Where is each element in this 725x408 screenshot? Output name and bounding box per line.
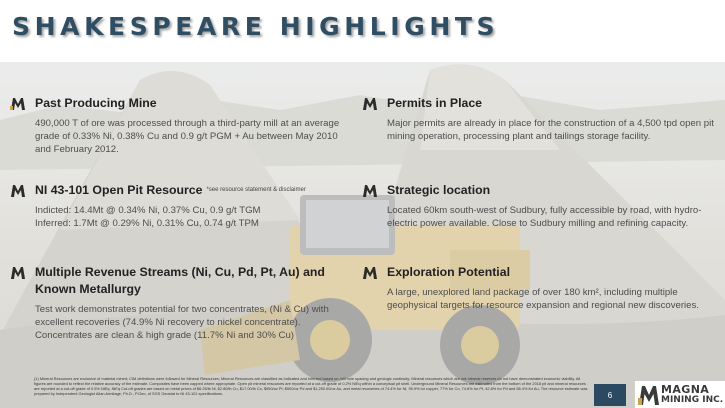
section-strategic-location — [362, 182, 720, 230]
magna-m-icon — [362, 266, 378, 279]
section-title-wrap — [35, 182, 306, 199]
section-title: Past Producing Mine — [35, 96, 157, 110]
magna-m-icon — [10, 184, 26, 197]
resource-disclaimer-note: *see resource statement & disclaimer — [206, 187, 306, 193]
resource-footnote: (1) Mineral Resources are exclusive of material mined; CIM definitions were followed for Mineral Resources; Mineral Resources are classified as Indicated and Inferred based on drill hole spacing and geologic continuity; Mineral resources which are not mineral reserves do not have demonstrated economic viability. All figures are rounded to reflect the relative accuracy of the estimate. Composites have been capped where appropriate. Open pit mineral resources are reported at a cut-off grade of 0.2% NiEq within a conceptual pit shell. Underground Mineral Resources are estimated from the bottom of the 2018 pit and mineral resources are reported at a cut-off grade of 0.5% NiEq. NiEq Cut-off grades are based on metal prices of $6.25/lb Ni, $2.80/lb Cu, $17.00/lb Co, $950/oz Pt, $900/oz Pd and $1,250.00/oz Au, and metal recoveries of 74.4% for Ni, 95.9% for copper, 77% for Co, 74.8% for Pt, 42.8% for Pd and 58.4% for Au. The resource estimate was prepared by Independent Geologist Allan Armitage, Ph.D., P.Geo, of SGS Geostat to NI 43-101 specifications. — [34, 376, 588, 396]
page-number: 6 — [594, 384, 626, 406]
section-exploration-potential — [362, 264, 720, 312]
logo-text-magna: MAGNA — [661, 383, 710, 396]
section-text: A large, unexplored land package of over 180 km², including multiple geophysical targets for resource expansion and regional new discoveries. — [387, 287, 699, 312]
section-open-pit-resource — [10, 182, 345, 230]
section-text-inferred: Inferred: 1.7Mt @ 0.29% Ni, 0.31% Cu, 0.74 g/t TPM — [35, 218, 259, 230]
magna-m-icon — [10, 266, 26, 279]
company-logo — [635, 381, 725, 408]
section-past-producing-mine — [10, 95, 345, 157]
magna-m-icon — [10, 97, 26, 110]
title-bar — [0, 0, 725, 62]
logo-text-mining: MINING INC. — [661, 395, 724, 405]
section-title: Permits in Place — [387, 96, 483, 110]
section-text: Major permits are already in place for the construction of a 4,500 tpd open pit mining operation, processing plant and tailings storage facility. — [387, 118, 714, 143]
section-text: 490,000 T of ore was processed through a third-party mill at an average grade of 0.33% Ni, 0.38% Cu and 0.9 g/t PGM + Au between May 2010 and February 2012. — [35, 118, 340, 156]
section-text: Test work demonstrates potential for two concentrates, (Ni & Cu) with excellent recoveries (74.9% Ni recovery to nickel concentrate). — [35, 304, 329, 329]
section-title: Multiple Revenue Streams (Ni, Cu, Pd, Pt, Au) and Known Metallurgy — [35, 265, 325, 296]
section-title: NI 43-101 Open Pit Resource — [35, 183, 203, 197]
section-permits-in-place — [362, 95, 720, 143]
section-title: Strategic location — [387, 183, 491, 197]
magna-m-icon — [362, 97, 378, 110]
section-text: Located 60km south-west of Sudbury, fully accessible by road, with hydro-electric power available. Close to Sudbury milling and refining capacity. — [387, 205, 702, 230]
section-text: Concentrates are clean & high grade (11.7% Ni and 30% Cu) — [35, 330, 295, 342]
page-title: SHAKESPEARE HIGHLIGHTS — [12, 12, 500, 41]
section-text-indicated: Indicted: 14.4Mt @ 0.34% Ni, 0.37% Cu, 0.9 g/t TGM — [35, 205, 261, 216]
section-revenue-streams — [10, 264, 345, 343]
magna-m-icon — [362, 184, 378, 197]
section-title: Exploration Potential — [387, 265, 510, 279]
magna-logo-icon — [638, 384, 660, 405]
